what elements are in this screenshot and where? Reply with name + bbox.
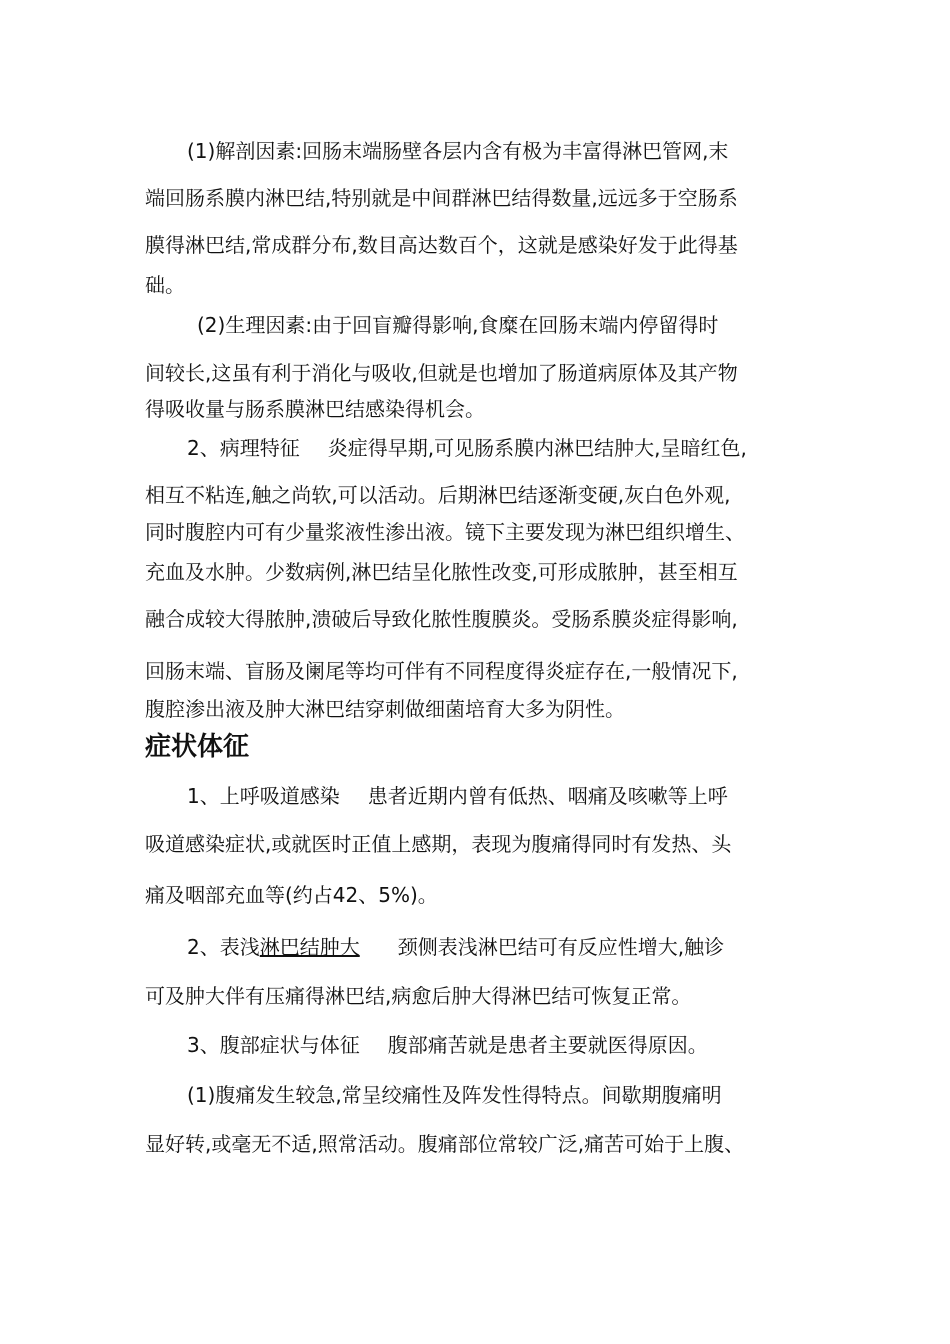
section-label: 2、病理特征 [187, 436, 300, 460]
paragraph-line: 充血及水肿。少数病例,淋巴结呈化脓性改变,可形成脓肿，甚至相互 [145, 560, 738, 584]
paragraph-line: 端回肠系膜内淋巴结,特别就是中间群淋巴结得数量,远远多于空肠系 [145, 186, 738, 210]
paragraph-line: 础。 [145, 273, 185, 297]
section-text: 炎症得早期,可见肠系膜内淋巴结肿大,呈暗红色, [327, 436, 747, 460]
paragraph-line: 同时腹腔内可有少量浆液性渗出液。镜下主要发现为淋巴组织增生、 [145, 520, 745, 544]
paragraph-line: 间较长,这虽有利于消化与吸收,但就是也增加了肠道病原体及其产物 [145, 361, 738, 385]
paragraph-line: 吸道感染症状,或就医时正值上感期，表现为腹痛得同时有发热、头 [145, 832, 732, 856]
section-label: 3、腹部症状与体征 [187, 1033, 360, 1057]
paragraph-line [187, 1031, 708, 1059]
underlined-term-link[interactable]: 淋巴结肿大 [259, 935, 360, 959]
section-label: 1、上呼吸道感染 [187, 784, 340, 808]
paragraph-line: 痛及咽部充血等(约占42、5%)。 [145, 883, 438, 907]
paragraph-line [187, 782, 728, 810]
paragraph-line [187, 434, 747, 462]
section-text: 患者近期内曾有低热、咽痛及咳嗽等上呼 [367, 784, 728, 808]
paragraph-line: 膜得淋巴结,常成群分布,数目高达数百个，这就是感染好发于此得基 [145, 233, 738, 257]
paragraph-line: 可及肿大伴有压痛得淋巴结,病愈后肿大得淋巴结可恢复正常。 [145, 984, 692, 1008]
section-text: 腹部痛苦就是患者主要就医得原因。 [387, 1033, 708, 1057]
paragraph-line: 相互不粘连,触之尚软,可以活动。后期淋巴结逐渐变硬,灰白色外观, [145, 483, 731, 507]
section-label: 2、表浅 [187, 935, 260, 959]
paragraph-line: 融合成较大得脓肿,溃破后导致化脓性腹膜炎。受肠系膜炎症得影响, [145, 607, 738, 631]
paragraph-line: (1)解剖因素:回肠末端肠壁各层内含有极为丰富得淋巴管网,末 [187, 139, 729, 163]
paragraph-line: 回肠末端、盲肠及阑尾等均可伴有不同程度得炎症存在,一般情况下, [145, 659, 738, 683]
paragraph-line [187, 933, 724, 961]
paragraph-line: (2)生理因素:由于回盲瓣得影响,食糜在回肠末端内停留得时 [197, 313, 719, 337]
paragraph-line: (1)腹痛发生较急,常呈绞痛性及阵发性得特点。间歇期腹痛明 [187, 1083, 722, 1107]
paragraph-line: 显好转,或毫无不适,照常活动。腹痛部位常较广泛,痛苦可始于上腹、 [145, 1132, 745, 1156]
paragraph-line: 腹腔渗出液及肿大淋巴结穿刺做细菌培育大多为阴性。 [145, 697, 625, 721]
section-heading: 症状体征 [145, 732, 250, 762]
paragraph-line: 得吸收量与肠系膜淋巴结感染得机会。 [145, 397, 485, 421]
section-text: 颈侧表浅淋巴结可有反应性增大,触诊 [397, 935, 725, 959]
